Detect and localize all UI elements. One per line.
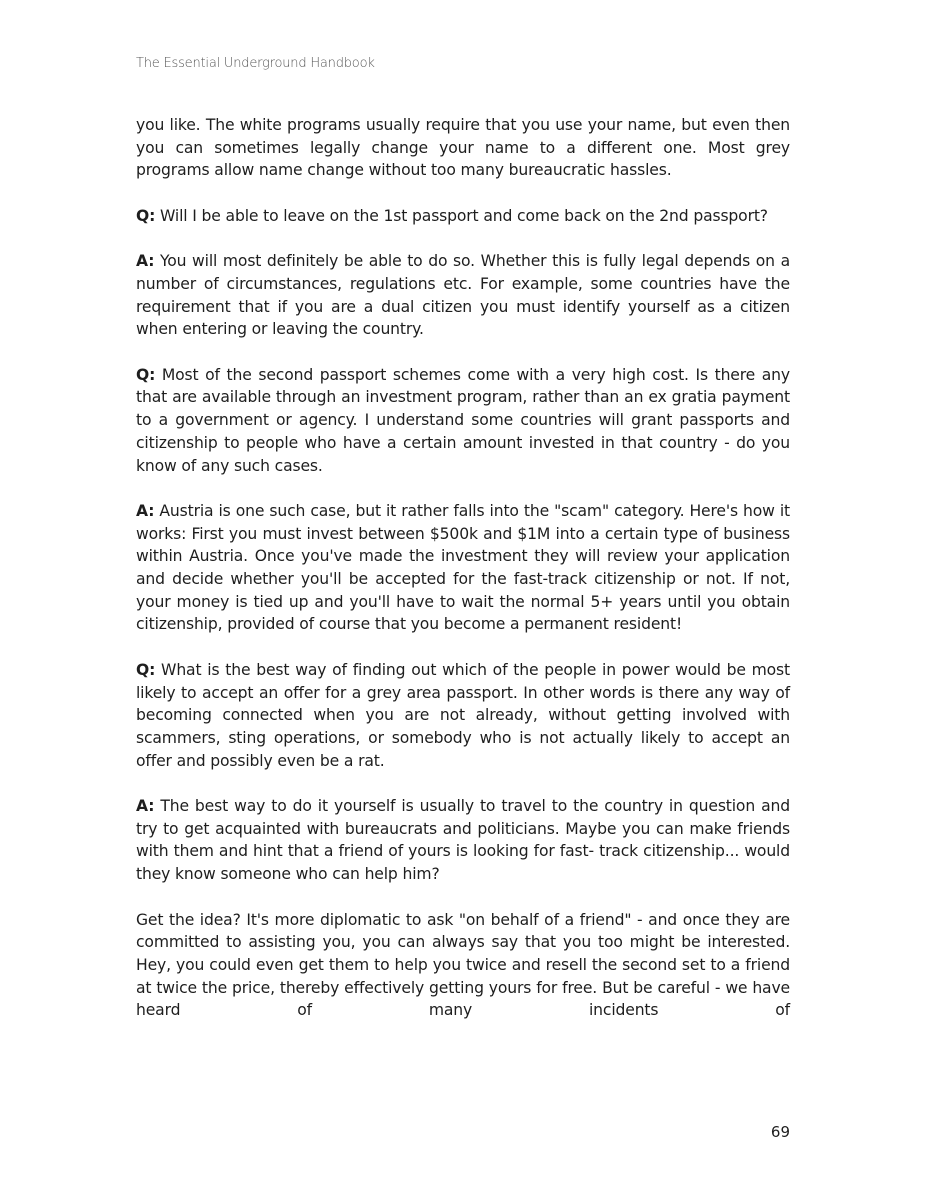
question-label: Q: bbox=[136, 660, 156, 679]
page-number: 69 bbox=[770, 1123, 790, 1141]
answer-paragraph bbox=[136, 250, 790, 341]
answer-label: A: bbox=[136, 501, 155, 520]
question-paragraph bbox=[136, 205, 790, 228]
answer-paragraph bbox=[136, 795, 790, 886]
question-text: What is the best way of finding out which of the people in power would be most likely to accept an offer for a grey area passport. In other words is there any way of becoming connected when you are not already, without getting involved with scammers, sting operations, or somebody who is not actually likely to accept an offer and possibly even be a rat. bbox=[136, 660, 790, 770]
body-text bbox=[136, 114, 790, 1022]
answer-text: Austria is one such case, but it rather falls into the "scam" category. Here's how it works: First you must invest between $500k and $1M into a certain type of business within Austria. Once you've made the investment they will review your application and decide whether you'll be accepted for the fast-track citizenship or not. If not, your money is tied up and you'll have to wait the normal 5+ years until you obtain citizenship, provided of course that you become a permanent resident! bbox=[136, 501, 790, 634]
question-text: Most of the second passport schemes come with a very high cost. Is there any that are available through an investment program, rather than an ex gratia payment to a government or agency. I understand some countries will grant passports and citizenship to people who have a certain amount invested in that country - do you know of any such cases. bbox=[136, 365, 790, 475]
answer-label: A: bbox=[136, 797, 155, 815]
running-header: The Essential Underground Handbook bbox=[136, 56, 375, 71]
question-text: Will I be able to leave on the 1st passport and come back on the 2nd passport? bbox=[155, 206, 768, 225]
answer-text: The best way to do it yourself is usually to travel to the country in question and try to get acquainted with bureaucrats and politicians. Maybe you can make friends with them and hint that a friend of yours is looking for fast- track citizenship... would they know someone who can help him? bbox=[136, 797, 790, 884]
paragraph-text: you like. The white programs usually require that you use your name, but even then you can sometimes legally change your name to a different one. Most grey programs allow name change without too many bureaucratic hassles. bbox=[136, 116, 790, 180]
question-paragraph bbox=[136, 659, 790, 773]
body-paragraph bbox=[136, 909, 790, 1023]
answer-text: You will most definitely be able to do so. Whether this is fully legal depends on a number of circumstances, regulations etc. For example, some countries have the requirement that if you are a dual citizen you must identify yourself as a citizen when entering or leaving the country. bbox=[136, 252, 790, 339]
question-paragraph bbox=[136, 364, 790, 478]
question-label: Q: bbox=[136, 206, 156, 225]
answer-label: A: bbox=[136, 252, 155, 271]
paragraph-continuation bbox=[136, 114, 790, 182]
answer-paragraph bbox=[136, 500, 790, 636]
question-label: Q: bbox=[136, 365, 156, 384]
paragraph-text: Get the idea? It's more diplomatic to ask "on behalf of a friend" - and once they are committed to assisting you, you can always say that you too might be interested. Hey, you could even get them to help you twice and resell the second set to a friend at twice the price, thereby effectively getting yours for free. But be careful - we have heard of many incidents of bbox=[136, 910, 790, 1020]
